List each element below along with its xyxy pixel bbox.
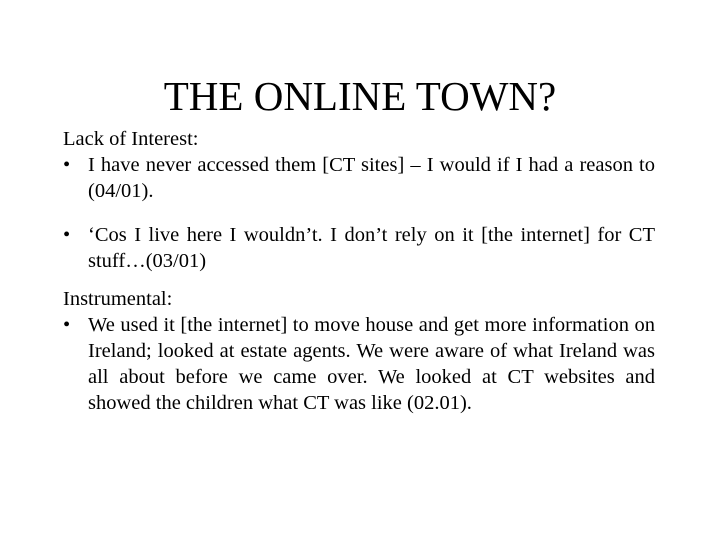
bullet-item xyxy=(63,222,655,274)
bullet-icon: • xyxy=(63,224,71,246)
bullet-item xyxy=(63,312,655,416)
bullet-icon: • xyxy=(63,154,71,176)
bullet-text: We used it [the internet] to move house and get more information on Ireland; looked at estate agents. We were aware of what Ireland was all about before we came over. We looked at CT websites and showed the children what CT was like (02.01). xyxy=(88,314,655,414)
slide-title: THE ONLINE TOWN? xyxy=(163,73,557,119)
section-heading-lack-of-interest: Lack of Interest: xyxy=(63,128,199,150)
bullet-text: I have never accessed them [CT sites] – I would if I had a reason to (04/01). xyxy=(88,154,655,202)
bullet-item xyxy=(63,152,655,204)
bullet-icon: • xyxy=(63,314,71,336)
bullet-text: ‘Cos I live here I wouldn’t. I don’t rely on it [the internet] for CT stuff…(03/01) xyxy=(88,224,655,272)
section-heading-instrumental: Instrumental: xyxy=(63,288,173,310)
slide-body xyxy=(63,126,655,416)
